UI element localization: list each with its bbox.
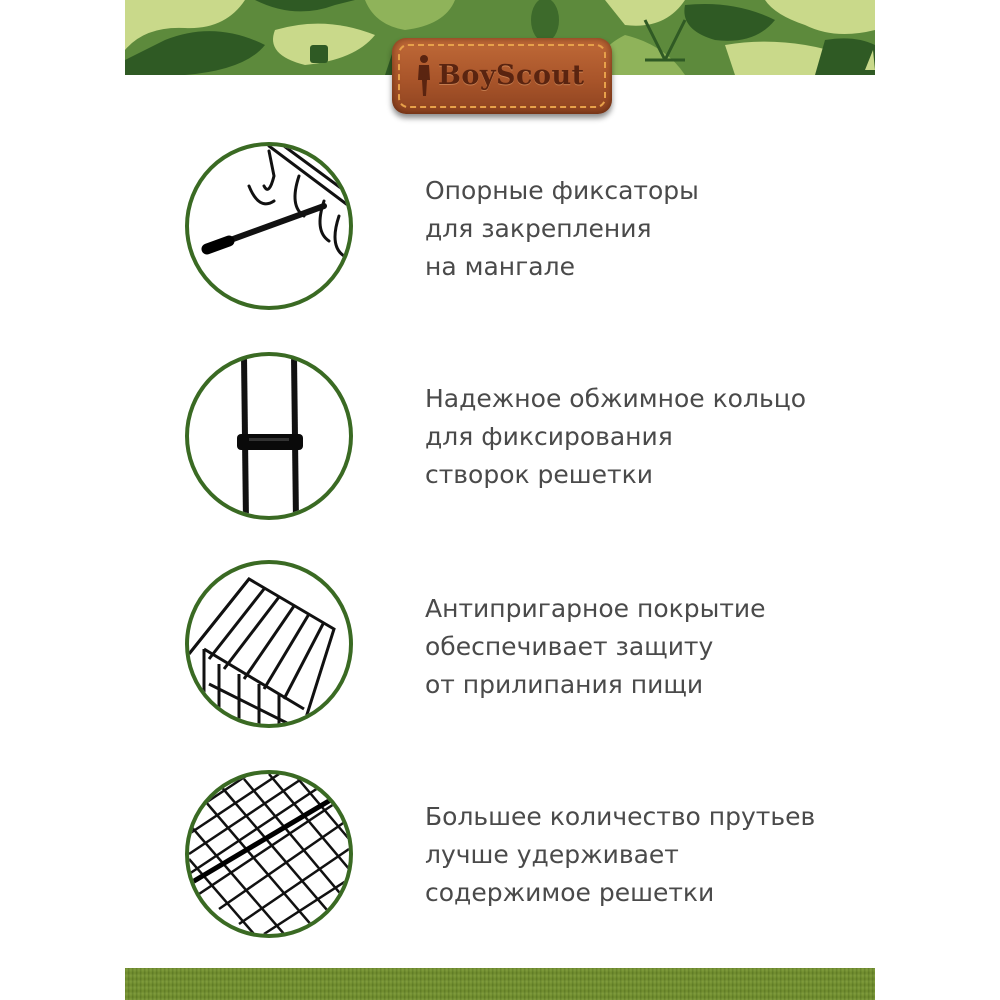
- feature-image-circle: [185, 770, 353, 938]
- feature-row-support-clips: [0, 142, 1000, 312]
- dense-rods-grate-icon: [189, 774, 349, 934]
- nonstick-grate-icon: [189, 564, 349, 724]
- feature-line: створок решетки: [425, 460, 653, 489]
- feature-image-circle: [185, 560, 353, 728]
- feature-row-nonstick: [0, 560, 1000, 730]
- feature-line: от прилипания пищи: [425, 670, 704, 699]
- feature-line: на мангале: [425, 252, 575, 281]
- feature-line: содержимое решетки: [425, 878, 715, 907]
- feature-line: для закрепления: [425, 214, 652, 243]
- feature-row-clamp-ring: [0, 352, 1000, 522]
- feature-line: Большее количество прутьев: [425, 802, 816, 831]
- feature-description: [425, 172, 865, 286]
- feature-line: Опорные фиксаторы: [425, 176, 699, 205]
- feature-line: для фиксирования: [425, 422, 673, 451]
- feature-description: [425, 798, 865, 912]
- feature-image-circle: [185, 142, 353, 310]
- brand-logo-badge: [392, 38, 612, 114]
- grill-support-clips-icon: [189, 146, 349, 306]
- feature-row-dense-rods: [0, 770, 1000, 940]
- feature-line: обеспечивает защиту: [425, 632, 714, 661]
- feature-line: Надежное обжимное кольцо: [425, 384, 807, 413]
- feature-description: [425, 380, 865, 494]
- feature-image-circle: [185, 352, 353, 520]
- brand-name: BoyScout: [438, 60, 585, 91]
- scout-figure-icon: [414, 54, 434, 98]
- feature-description: [425, 590, 865, 704]
- clamp-ring-icon: [189, 356, 349, 516]
- feature-line: лучше удерживает: [425, 840, 679, 869]
- feature-line: Антипригарное покрытие: [425, 594, 766, 623]
- fabric-footer-band: [125, 968, 875, 1000]
